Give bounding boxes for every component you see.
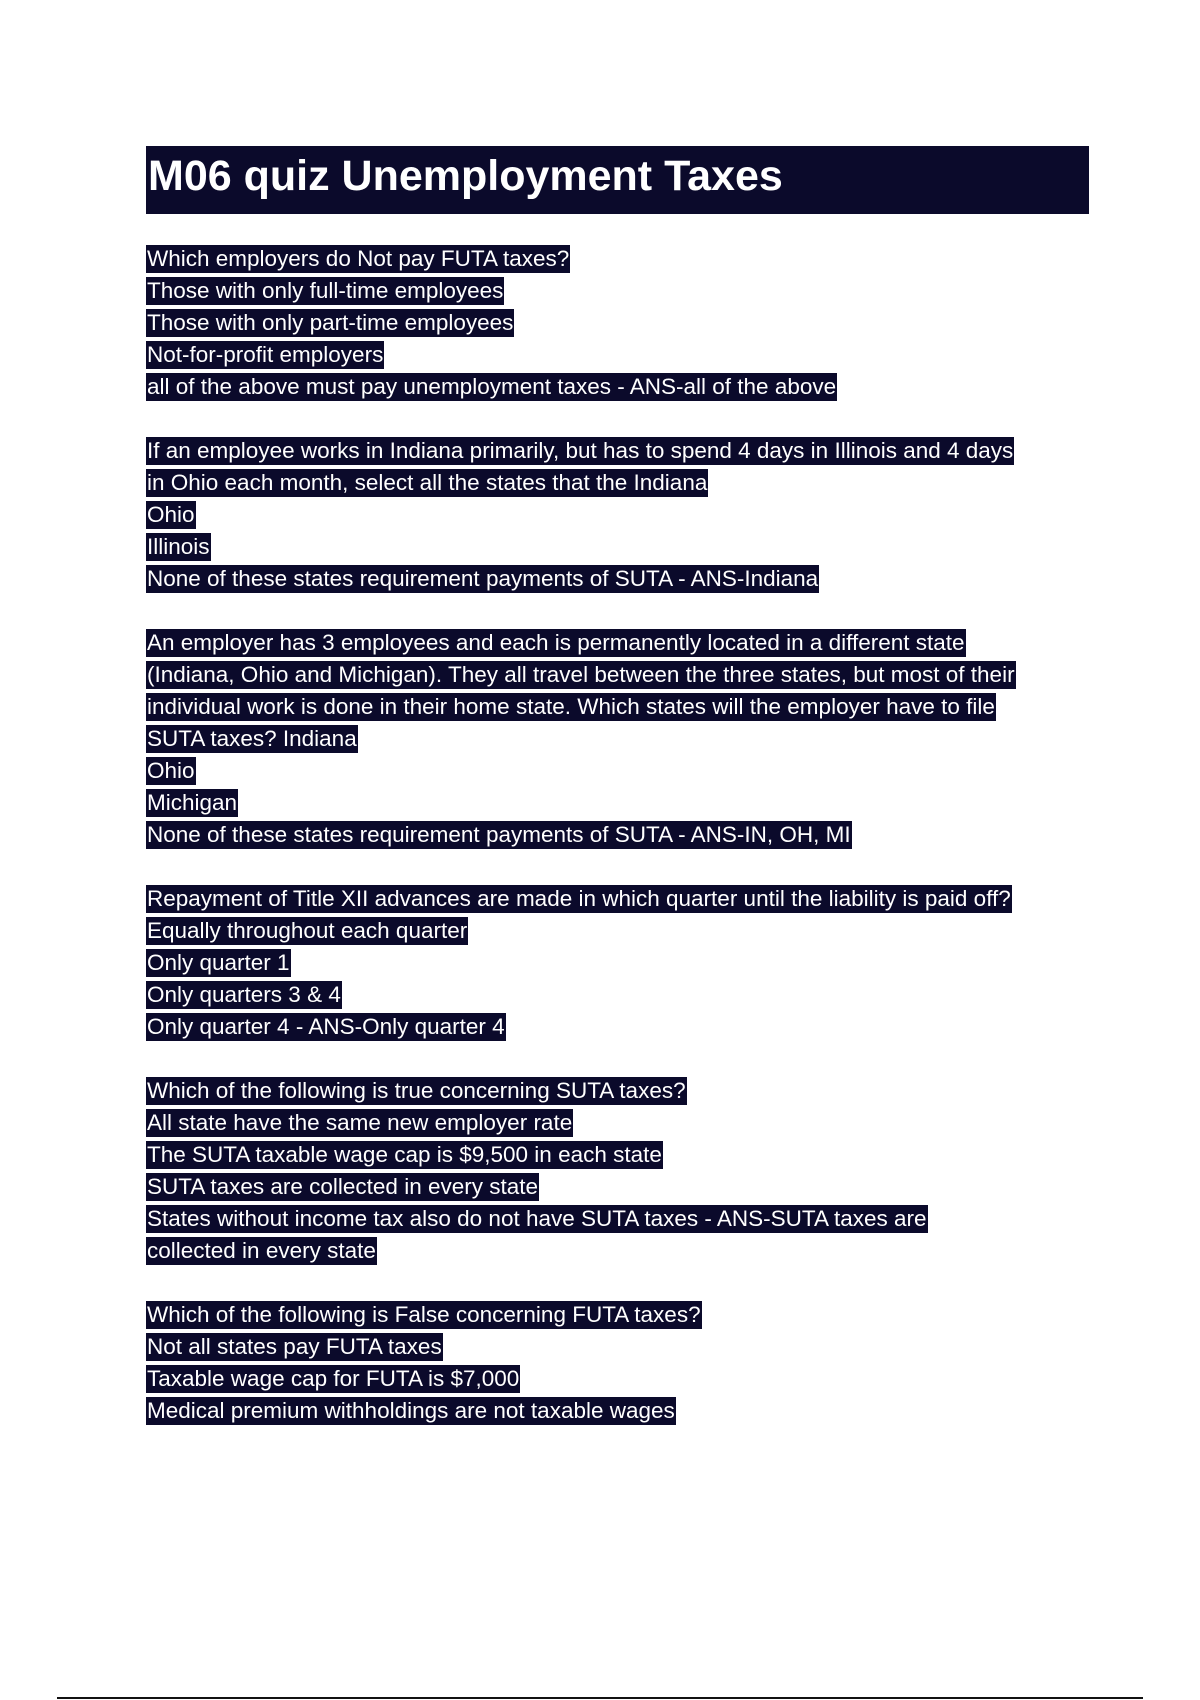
- question-block: [146, 1076, 1096, 1268]
- highlighted-text: Only quarter 1: [147, 950, 290, 975]
- answer-option: [146, 340, 1096, 372]
- highlighted-text: States without income tax also do not have SUTA taxes - ANS-SUTA taxes are: [147, 1206, 927, 1231]
- question-text: [146, 660, 1096, 692]
- question-text: [146, 724, 1096, 756]
- answer-option: [146, 788, 1096, 820]
- highlighted-text: Repayment of Title XII advances are made in which quarter until the liability is paid off?: [147, 886, 1011, 911]
- highlighted-text: SUTA taxes? Indiana: [147, 726, 357, 751]
- answer-option-with-answer: [146, 1236, 1096, 1268]
- highlighted-text: All state have the same new employer rate: [147, 1110, 573, 1135]
- highlighted-text: None of these states requirement payments of SUTA - ANS-IN, OH, MI: [147, 822, 851, 847]
- highlighted-text: Ohio: [147, 758, 195, 783]
- highlighted-text: all of the above must pay unemployment taxes - ANS-all of the above: [147, 374, 837, 399]
- answer-option: [146, 756, 1096, 788]
- question-text: [146, 628, 1096, 660]
- question-text: [146, 244, 1096, 276]
- page-bottom-divider: [57, 1697, 1143, 1699]
- highlighted-text: Illinois: [147, 534, 210, 559]
- highlighted-text: collected in every state: [147, 1238, 376, 1263]
- answer-option: [146, 532, 1096, 564]
- answer-option: [146, 500, 1096, 532]
- question-text: [146, 1300, 1096, 1332]
- highlighted-text: Those with only part-time employees: [147, 310, 514, 335]
- answer-option-with-answer: [146, 1012, 1096, 1044]
- question-block: [146, 244, 1096, 404]
- quiz-content: [146, 244, 1096, 1460]
- question-block: [146, 628, 1096, 852]
- question-text: [146, 468, 1096, 500]
- answer-option: [146, 948, 1096, 980]
- answer-option: [146, 1140, 1096, 1172]
- document-title: M06 quiz Unemployment Taxes: [148, 152, 783, 200]
- highlighted-text: Only quarters 3 & 4: [147, 982, 341, 1007]
- answer-option-with-answer: [146, 372, 1096, 404]
- highlighted-text: (Indiana, Ohio and Michigan). They all travel between the three states, but most of their: [147, 662, 1015, 687]
- question-block: [146, 436, 1096, 596]
- answer-option: [146, 916, 1096, 948]
- highlighted-text: If an employee works in Indiana primarily, but has to spend 4 days in Illinois and 4 days: [147, 438, 1014, 463]
- answer-option-with-answer: [146, 1204, 1096, 1236]
- question-block: [146, 1300, 1096, 1428]
- highlighted-text: None of these states requirement payments of SUTA - ANS-Indiana: [147, 566, 819, 591]
- highlighted-text: Those with only full-time employees: [147, 278, 504, 303]
- highlighted-text: Ohio: [147, 502, 195, 527]
- question-block: [146, 884, 1096, 1044]
- answer-option: [146, 980, 1096, 1012]
- highlighted-text: Which of the following is False concerning FUTA taxes?: [147, 1302, 701, 1327]
- answer-option-with-answer: [146, 820, 1096, 852]
- question-text: [146, 1076, 1096, 1108]
- question-text: [146, 692, 1096, 724]
- highlighted-text: Equally throughout each quarter: [147, 918, 468, 943]
- highlighted-text: in Ohio each month, select all the states that the Indiana: [147, 470, 708, 495]
- answer-option: [146, 1172, 1096, 1204]
- answer-option: [146, 276, 1096, 308]
- answer-option: [146, 308, 1096, 340]
- answer-option: [146, 1396, 1096, 1428]
- highlighted-text: Taxable wage cap for FUTA is $7,000: [147, 1366, 520, 1391]
- document-title-bar: [146, 146, 1089, 214]
- question-text: [146, 436, 1096, 468]
- highlighted-text: Which of the following is true concerning SUTA taxes?: [147, 1078, 686, 1103]
- answer-option: [146, 1332, 1096, 1364]
- highlighted-text: The SUTA taxable wage cap is $9,500 in each state: [147, 1142, 662, 1167]
- highlighted-text: Only quarter 4 - ANS-Only quarter 4: [147, 1014, 505, 1039]
- question-text: [146, 884, 1096, 916]
- answer-option: [146, 1364, 1096, 1396]
- answer-option: [146, 1108, 1096, 1140]
- answer-option-with-answer: [146, 564, 1096, 596]
- highlighted-text: Not all states pay FUTA taxes: [147, 1334, 442, 1359]
- highlighted-text: Not-for-profit employers: [147, 342, 384, 367]
- highlighted-text: Medical premium withholdings are not taxable wages: [147, 1398, 675, 1423]
- highlighted-text: An employer has 3 employees and each is permanently located in a different state: [147, 630, 965, 655]
- highlighted-text: Michigan: [147, 790, 238, 815]
- highlighted-text: SUTA taxes are collected in every state: [147, 1174, 539, 1199]
- highlighted-text: individual work is done in their home state. Which states will the employer have to file: [147, 694, 995, 719]
- highlighted-text: Which employers do Not pay FUTA taxes?: [147, 246, 570, 271]
